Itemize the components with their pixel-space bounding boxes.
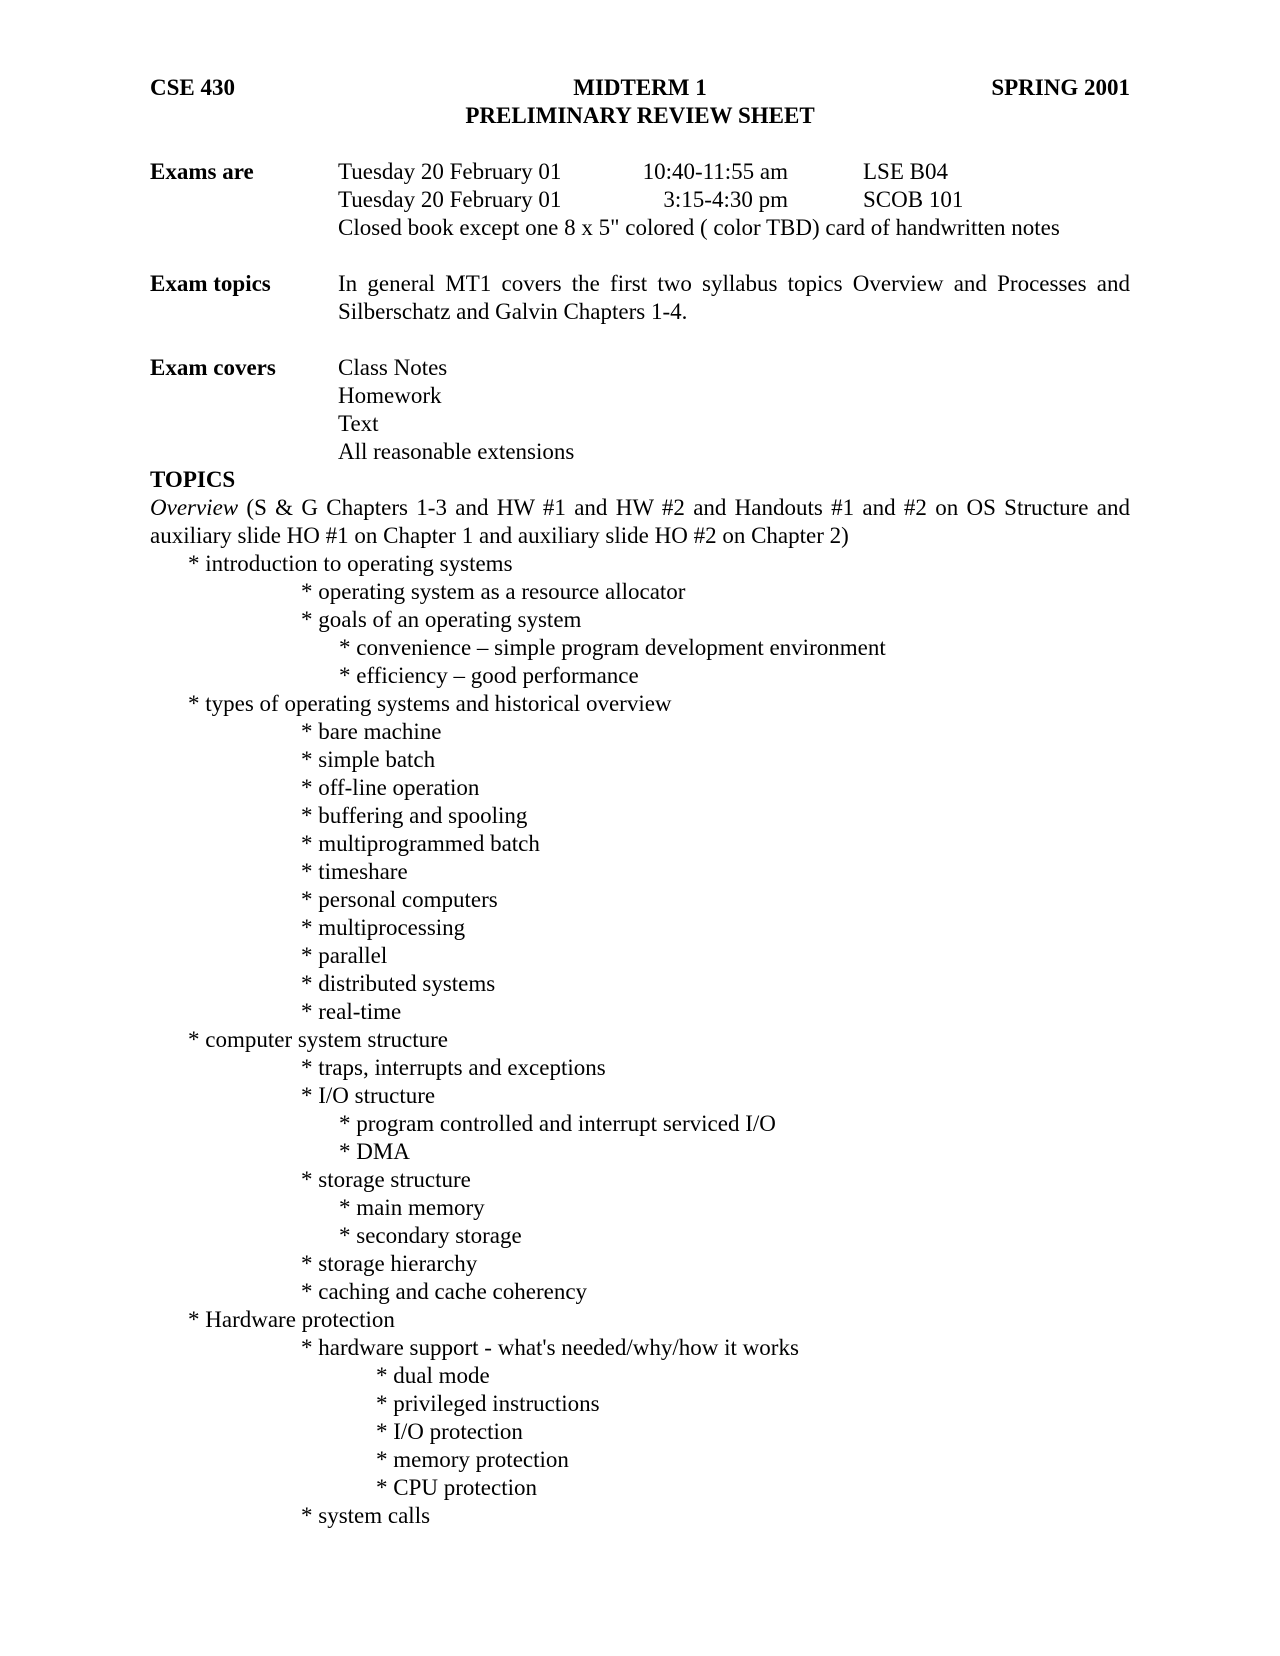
overview-text: (S & G Chapters 1-3 and HW #1 and HW #2 and Handouts #1 and #2 on OS Structure and auxiliary slide HO #1 on Chapter 1 and auxiliary slide HO #2 on Chapter 2) <box>150 495 1130 548</box>
topic-item: * secondary storage <box>339 1223 522 1248</box>
exams-section <box>150 158 1130 242</box>
topic-item: * DMA <box>339 1139 410 1164</box>
topic-item: * timeshare <box>301 859 408 884</box>
topics-heading: TOPICS <box>150 467 236 492</box>
exam-topics-label: Exam topics <box>150 271 271 296</box>
page-subtitle: PRELIMINARY REVIEW SHEET <box>465 103 815 128</box>
topic-item: * buffering and spooling <box>301 803 528 828</box>
exam-covers-section <box>150 354 1130 466</box>
topic-item: * hardware support - what's needed/why/how it works <box>301 1335 799 1360</box>
overview-label: Overview <box>150 495 239 520</box>
covers-item: Class Notes <box>338 355 448 380</box>
topic-item: * storage structure <box>301 1167 471 1192</box>
topic-item: * main memory <box>339 1195 485 1220</box>
exams-label: Exams are <box>150 159 254 184</box>
topic-item: * I/O protection <box>376 1419 523 1444</box>
topic-item: * introduction to operating systems <box>188 551 513 576</box>
covers-item: Text <box>338 411 379 436</box>
exam-covers-label: Exam covers <box>150 355 276 380</box>
topic-item: * dual mode <box>376 1363 490 1388</box>
course-code: CSE 430 <box>150 75 235 100</box>
topic-item: * computer system structure <box>188 1027 448 1052</box>
topic-item: * simple batch <box>301 747 436 772</box>
topic-item: * system calls <box>301 1503 431 1528</box>
topic-item: * goals of an operating system <box>301 607 582 632</box>
topic-item: * efficiency – good performance <box>339 663 639 688</box>
overview-paragraph <box>150 494 1130 550</box>
document-page <box>150 74 1130 1530</box>
exam-topics-section <box>150 270 1130 326</box>
topic-item: * convenience – simple program development environment <box>339 635 886 660</box>
topic-item: * multiprocessing <box>301 915 466 940</box>
covers-item: Homework <box>338 383 442 408</box>
topic-item: * personal computers <box>301 887 498 912</box>
exam-session-2 <box>338 186 1130 214</box>
topic-item: * operating system as a resource allocator <box>301 579 686 604</box>
header-row <box>150 74 1130 102</box>
exam-room: LSE B04 <box>863 159 948 184</box>
exam-date: Tuesday 20 February 01 <box>338 187 562 212</box>
topic-item: * bare machine <box>301 719 442 744</box>
topic-item: * caching and cache coherency <box>301 1279 588 1304</box>
topic-item: * privileged instructions <box>376 1391 600 1416</box>
topic-item: * distributed systems <box>301 971 496 996</box>
exam-title: MIDTERM 1 <box>573 75 707 100</box>
covers-item: All reasonable extensions <box>338 439 575 464</box>
topic-item: * program controlled and interrupt serviced I/O <box>339 1111 776 1136</box>
exam-time: 3:15-4:30 pm <box>663 187 788 212</box>
topic-item: * traps, interrupts and exceptions <box>301 1055 606 1080</box>
exam-note: Closed book except one 8 x 5" colored ( color TBD) card of handwritten notes <box>338 215 1060 240</box>
topic-item: * real-time <box>301 999 402 1024</box>
topic-item: * multiprogrammed batch <box>301 831 540 856</box>
topic-item: * memory protection <box>376 1447 569 1472</box>
exam-date: Tuesday 20 February 01 <box>338 159 562 184</box>
exam-topics-text: In general MT1 covers the first two syllabus topics Overview and Processes and Silberschatz and Galvin Chapters 1-4. <box>338 271 1130 324</box>
topic-item: * I/O structure <box>301 1083 436 1108</box>
topic-outline <box>150 550 1130 1530</box>
exam-time: 10:40-11:55 am <box>642 159 788 184</box>
exam-room: SCOB 101 <box>863 187 964 212</box>
topic-item: * parallel <box>301 943 388 968</box>
topic-item: * off-line operation <box>301 775 480 800</box>
topic-item: * CPU protection <box>376 1475 537 1500</box>
topic-item: * storage hierarchy <box>301 1251 478 1276</box>
term: SPRING 2001 <box>991 75 1130 100</box>
topic-item: * types of operating systems and historical overview <box>188 691 672 716</box>
topic-item: * Hardware protection <box>188 1307 395 1332</box>
exam-session-1 <box>338 158 1130 186</box>
